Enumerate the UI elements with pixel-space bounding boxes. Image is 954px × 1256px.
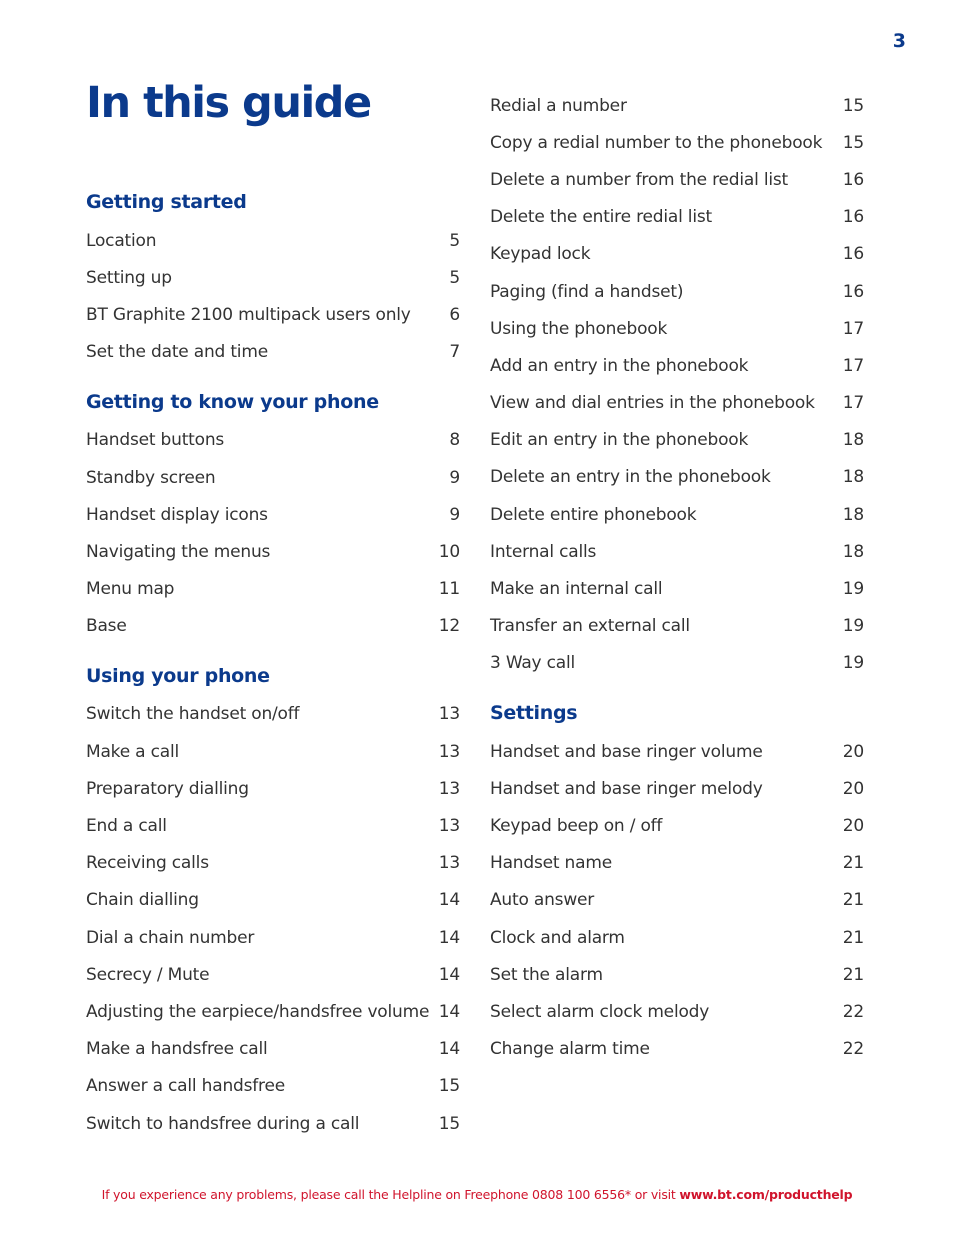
toc-entry-page: 20 bbox=[842, 815, 864, 836]
toc-entry[interactable] bbox=[86, 807, 460, 844]
toc-entry-label: Copy a redial number to the phonebook bbox=[490, 132, 823, 153]
toc-entry-page: 9 bbox=[449, 467, 460, 488]
toc-entry-page: 21 bbox=[842, 890, 864, 911]
toc-entry-page: 15 bbox=[842, 95, 864, 116]
toc-entry-label: Select alarm clock melody bbox=[490, 1001, 710, 1022]
toc-entry-label: Delete an entry in the phonebook bbox=[490, 467, 771, 488]
toc-entry[interactable] bbox=[86, 770, 460, 807]
toc-entry-page: 13 bbox=[438, 853, 460, 874]
toc-entry-label: Delete the entire redial list bbox=[490, 207, 712, 228]
helpline-footer bbox=[0, 1187, 954, 1202]
toc-entry-label: Auto answer bbox=[490, 890, 595, 911]
toc-entry-page: 13 bbox=[438, 741, 460, 762]
toc-entry-label: Answer a call handsfree bbox=[86, 1076, 285, 1097]
toc-entry-page: 19 bbox=[842, 653, 864, 674]
page-number: 3 bbox=[892, 30, 906, 52]
toc-entry-label: Setting up bbox=[86, 267, 172, 288]
toc-entry[interactable] bbox=[490, 608, 864, 645]
toc-entry[interactable] bbox=[490, 533, 864, 570]
toc-entry[interactable] bbox=[86, 696, 460, 733]
toc-entry[interactable] bbox=[86, 496, 460, 533]
toc-entry[interactable] bbox=[490, 199, 864, 236]
section-heading: Getting to know your phone bbox=[86, 390, 379, 413]
toc-entry-page: 17 bbox=[842, 355, 864, 376]
toc-entry[interactable] bbox=[490, 882, 864, 919]
toc-entry-page: 10 bbox=[438, 541, 460, 562]
toc-entry-label: Keypad lock bbox=[490, 244, 591, 265]
toc-entry[interactable] bbox=[490, 1031, 864, 1068]
toc-entry-label: Dial a chain number bbox=[86, 927, 255, 948]
toc-section bbox=[490, 696, 864, 1068]
toc-entry[interactable] bbox=[490, 422, 864, 459]
toc-entry-label: Add an entry in the phonebook bbox=[490, 355, 749, 376]
toc-entry-page: 16 bbox=[842, 244, 864, 265]
toc-entry[interactable] bbox=[490, 161, 864, 198]
toc-entry-label: Preparatory dialling bbox=[86, 778, 249, 799]
toc-entry-page: 21 bbox=[842, 964, 864, 985]
page-title: In this guide bbox=[86, 78, 371, 128]
toc-entry-page: 7 bbox=[449, 342, 460, 363]
toc-entry-label: Handset and base ringer volume bbox=[490, 741, 763, 762]
toc-entry[interactable] bbox=[86, 222, 460, 259]
section-heading: Using your phone bbox=[86, 664, 270, 687]
toc-entry-page: 5 bbox=[449, 230, 460, 251]
toc-entry[interactable] bbox=[490, 956, 864, 993]
toc-entry-page: 19 bbox=[842, 579, 864, 600]
toc-entry-label: Transfer an external call bbox=[490, 616, 690, 637]
toc-entry-label: Handset display icons bbox=[86, 504, 268, 525]
section-heading: Getting started bbox=[86, 191, 247, 213]
toc-entry[interactable] bbox=[490, 385, 864, 422]
toc-entry-page: 22 bbox=[842, 1001, 864, 1022]
toc-entry-page: 21 bbox=[842, 927, 864, 948]
toc-entry-label: Delete entire phonebook bbox=[490, 504, 697, 525]
toc-entry-label: Receiving calls bbox=[86, 853, 209, 874]
toc-entry-page: 18 bbox=[842, 430, 864, 451]
toc-entry-page: 16 bbox=[842, 169, 864, 190]
toc-entry[interactable] bbox=[86, 956, 460, 993]
toc-entry[interactable] bbox=[86, 296, 460, 333]
toc-entry-page: 20 bbox=[842, 741, 864, 762]
toc-entry-label: Base bbox=[86, 616, 127, 637]
toc-entry-page: 18 bbox=[842, 541, 864, 562]
toc-entry-page: 16 bbox=[842, 207, 864, 228]
toc-entry-label: Using the phonebook bbox=[490, 318, 668, 339]
toc-entry[interactable] bbox=[86, 1068, 460, 1105]
toc-left-column bbox=[86, 185, 460, 1156]
toc-entry[interactable] bbox=[86, 882, 460, 919]
toc-entry-label: Internal calls bbox=[490, 541, 597, 562]
toc-entry-label: End a call bbox=[86, 816, 167, 837]
toc-section bbox=[86, 659, 460, 1142]
toc-entry[interactable] bbox=[490, 236, 864, 273]
toc-entry-page: 19 bbox=[842, 616, 864, 637]
toc-entry-page: 17 bbox=[842, 393, 864, 414]
toc-entry[interactable] bbox=[490, 496, 864, 533]
toc-entry-page: 6 bbox=[449, 304, 460, 325]
toc-entry-page: 18 bbox=[842, 467, 864, 488]
toc-entry-label: Adjusting the earpiece/handsfree volume bbox=[86, 1001, 430, 1022]
toc-entry-label: Menu map bbox=[86, 579, 175, 600]
toc-entry-page: 13 bbox=[438, 778, 460, 799]
toc-entry-label: Standby screen bbox=[86, 467, 216, 488]
toc-entry-label: Location bbox=[86, 230, 157, 251]
toc-entry[interactable] bbox=[490, 459, 864, 496]
footer-text: If you experience any problems, please call the Helpline on Freephone 0808 100 6556* or visit bbox=[101, 1187, 680, 1202]
toc-entry[interactable] bbox=[490, 645, 864, 682]
toc-entry-page: 16 bbox=[842, 281, 864, 302]
toc-right-column bbox=[490, 87, 864, 1082]
toc-entry-page: 14 bbox=[438, 927, 460, 948]
toc-entry-label: Make a handsfree call bbox=[86, 1039, 268, 1060]
toc-entry[interactable] bbox=[490, 570, 864, 607]
toc-entry-label: Set the alarm bbox=[490, 964, 603, 985]
toc-entry[interactable] bbox=[86, 845, 460, 882]
toc-section bbox=[490, 87, 864, 682]
toc-entry-page: 14 bbox=[438, 1039, 460, 1060]
toc-entry-label: Handset buttons bbox=[86, 430, 225, 451]
toc-entry[interactable] bbox=[86, 733, 460, 770]
toc-section bbox=[86, 385, 460, 645]
toc-entry-label: Set the date and time bbox=[86, 342, 268, 363]
toc-entry[interactable] bbox=[490, 273, 864, 310]
toc-entry[interactable] bbox=[86, 1105, 460, 1142]
toc-entry[interactable] bbox=[490, 347, 864, 384]
toc-entry-label: BT Graphite 2100 multipack users only bbox=[86, 304, 411, 325]
toc-entry[interactable] bbox=[490, 310, 864, 347]
toc-entry-label: Chain dialling bbox=[86, 890, 199, 911]
toc-entry-label: Handset and base ringer melody bbox=[490, 778, 763, 799]
toc-entry-page: 15 bbox=[438, 1113, 460, 1134]
toc-entry[interactable] bbox=[86, 1031, 460, 1068]
toc-entry-label: Make a call bbox=[86, 741, 180, 762]
toc-entry-page: 15 bbox=[438, 1076, 460, 1097]
toc-entry[interactable] bbox=[86, 422, 460, 459]
toc-entry-page: 22 bbox=[842, 1039, 864, 1060]
toc-entry[interactable] bbox=[86, 993, 460, 1030]
toc-entry-page: 15 bbox=[842, 132, 864, 153]
toc-entry-page: 17 bbox=[842, 318, 864, 339]
toc-entry-page: 8 bbox=[449, 430, 460, 451]
toc-entry[interactable] bbox=[490, 87, 864, 124]
toc-entry[interactable] bbox=[86, 608, 460, 645]
toc-entry-label: View and dial entries in the phonebook bbox=[490, 393, 815, 414]
footer-url-link[interactable]: www.bt.com/producthelp bbox=[679, 1187, 853, 1202]
toc-entry-label: Navigating the menus bbox=[86, 541, 271, 562]
toc-entry-label: Paging (find a handset) bbox=[490, 281, 684, 302]
toc-entry[interactable] bbox=[86, 334, 460, 371]
toc-entry-page: 20 bbox=[842, 778, 864, 799]
toc-entry-label: Secrecy / Mute bbox=[86, 964, 210, 985]
toc-entry-label: Edit an entry in the phonebook bbox=[490, 430, 749, 451]
toc-entry-label: Redial a number bbox=[490, 95, 627, 116]
toc-section bbox=[86, 185, 460, 371]
toc-entry-label: Switch the handset on/off bbox=[86, 704, 300, 725]
toc-entry-page: 18 bbox=[842, 504, 864, 525]
toc-entry-page: 14 bbox=[438, 890, 460, 911]
toc-entry-label: Make an internal call bbox=[490, 579, 663, 600]
toc-entry-page: 11 bbox=[438, 579, 460, 600]
toc-entry[interactable] bbox=[86, 459, 460, 496]
toc-entry[interactable] bbox=[86, 533, 460, 570]
toc-entry-label: Change alarm time bbox=[490, 1039, 650, 1060]
toc-entry-label: Clock and alarm bbox=[490, 927, 625, 948]
toc-entry-page: 21 bbox=[842, 853, 864, 874]
toc-entry[interactable] bbox=[86, 571, 460, 608]
toc-entry-page: 13 bbox=[438, 704, 460, 725]
toc-entry-label: Switch to handsfree during a call bbox=[86, 1113, 360, 1134]
toc-entry[interactable] bbox=[490, 770, 864, 807]
toc-entry[interactable] bbox=[490, 993, 864, 1030]
toc-entry-page: 14 bbox=[438, 1001, 460, 1022]
toc-entry[interactable] bbox=[490, 919, 864, 956]
toc-entry[interactable] bbox=[490, 845, 864, 882]
toc-entry-label: 3 Way call bbox=[490, 653, 576, 674]
toc-entry-label: Handset name bbox=[490, 853, 612, 874]
section-heading: Settings bbox=[490, 702, 578, 724]
toc-entry-page: 9 bbox=[449, 504, 460, 525]
toc-entry-page: 14 bbox=[438, 964, 460, 985]
toc-entry-page: 12 bbox=[438, 616, 460, 637]
toc-entry-page: 13 bbox=[438, 816, 460, 837]
toc-entry-label: Delete a number from the redial list bbox=[490, 169, 789, 190]
toc-entry[interactable] bbox=[86, 259, 460, 296]
toc-entry[interactable] bbox=[490, 807, 864, 844]
toc-entry[interactable] bbox=[86, 919, 460, 956]
toc-entry-page: 5 bbox=[449, 267, 460, 288]
toc-entry[interactable] bbox=[490, 733, 864, 770]
toc-entry-label: Keypad beep on / off bbox=[490, 815, 663, 836]
toc-entry[interactable] bbox=[490, 124, 864, 161]
